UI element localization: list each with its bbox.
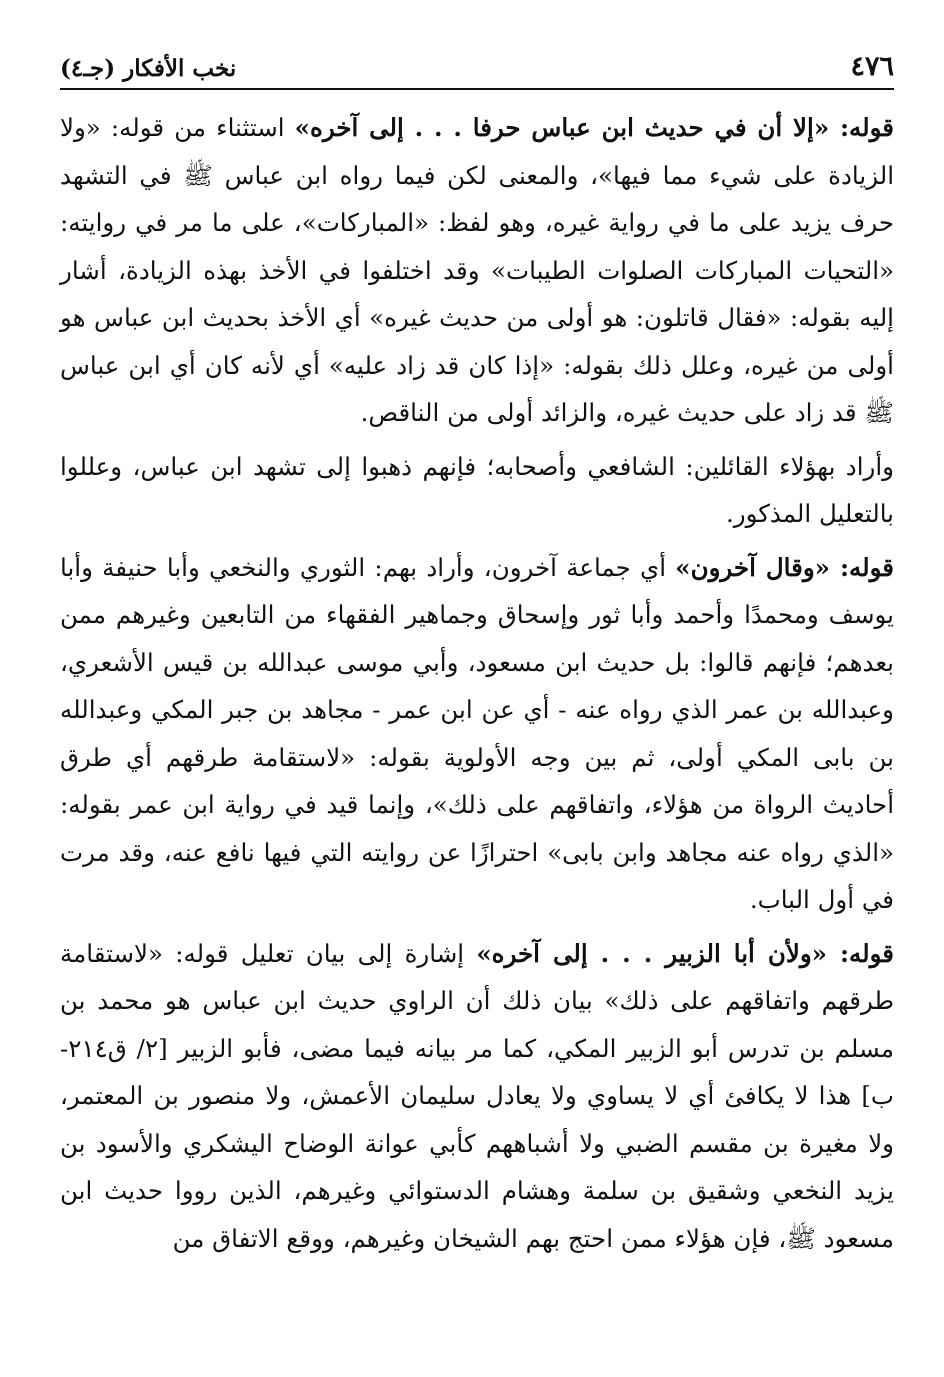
running-title: نخب الأفكار (جـ٤) [60, 55, 237, 82]
paragraph-lead: قوله: «وقال آخرون» [675, 552, 894, 582]
page-body [60, 104, 894, 1262]
paragraph-text: استثناء من قوله: «ولا الزيادة على شيء مما فيها»، والمعنى لكن فيما رواه ابن عباس ﷺ في التشهد حرف يزيد على ما في رواية غيره، وهو لفظ: «المباركات»، على ما مر في روايته: «التحيات المباركات الصلوات الطيبات» وقد اختلفوا في الأخذ بهذه الزيادة، أشار إليه بقوله: «فقال قاتلون: هو أولى من حديث غيره» أي الأخذ بحديث ابن عباس هو أولى من غيره، وعلل ذلك بقوله: «إذا كان قد زاد عليه» أي لأنه كان أي ابن عباس ﷺ قد زاد على حديث غيره، والزائد أولى من الناقص. [60, 113, 894, 427]
book-page [60, 44, 894, 1344]
paragraph [60, 443, 894, 538]
page-header [60, 44, 894, 90]
paragraph-text: إشارة إلى بيان تعليل قوله: «لاستقامة طرقهم واتفاقهم على ذلك» بيان ذلك أن الراوي حديث ابن عباس هو محمد بن مسلم بن تدرس أبو الزبير المكي، كما مر بيانه فيما مضى، فأبو الزبير [٢/ ق٢١٤-ب] هذا لا يكافئ أي لا يساوي ولا يعادل سليمان الأعمش، ولا منصور بن المعتمر، ولا مغيرة بن مقسم الضبي ولا أشباههم كأبي عوانة الوضاح اليشكري والأسود بن يزيد النخعي وشقيق بن سلمة وهشام الدستوائي وغيرهم، الذين رووا حديث ابن مسعود ﷺ، فإن هؤلاء ممن احتج بهم الشيخان وغيرهم، ووقع الاتفاق من [60, 938, 894, 1253]
paragraph-lead: قوله: «إلا أن في حديث ابن عباس حرفا . . . إلى آخره» [294, 113, 894, 142]
paragraph [60, 104, 894, 437]
paragraph-lead: قوله: «ولأن أبا الزبير . . . إلى آخره» [476, 938, 894, 968]
paragraph [60, 544, 894, 924]
paragraph-text: وأراد بهؤلاء القائلين: الشافعي وأصحابه؛ فإنهم ذهبوا إلى تشهد ابن عباس، وعللوا بالتعليل المذكور. [60, 451, 894, 528]
paragraph [60, 930, 894, 1263]
paragraph-text: أي جماعة آخرون، وأراد بهم: الثوري والنخعي وأبا حنيفة وأبا يوسف ومحمدًا وأحمد وأبا ثور وإسحاق وجماهير الفقهاء من التابعين وغيرهم ممن بعدهم؛ فإنهم قالوا: بل حديث ابن مسعود، وأبي موسى عبدالله بن قيس الأشعري، وعبدالله بن عمر الذي رواه عنه - أي عن ابن عمر - مجاهد بن جبر المكي وعبدالله بن بابى المكي أولى، ثم بين وجه الأولوية بقوله: «لاستقامة طرقهم أي طرق أحاديث الرواة من هؤلاء، واتفاقهم على ذلك»، وإنما قيد في رواية ابن عمر بقوله: «الذي رواه عنه مجاهد وابن بابى» احترازًا عن روايته التي فيها نافع عنه، وقد مرت في أول الباب. [60, 552, 894, 914]
page-number: ٤٧٦ [850, 51, 894, 82]
